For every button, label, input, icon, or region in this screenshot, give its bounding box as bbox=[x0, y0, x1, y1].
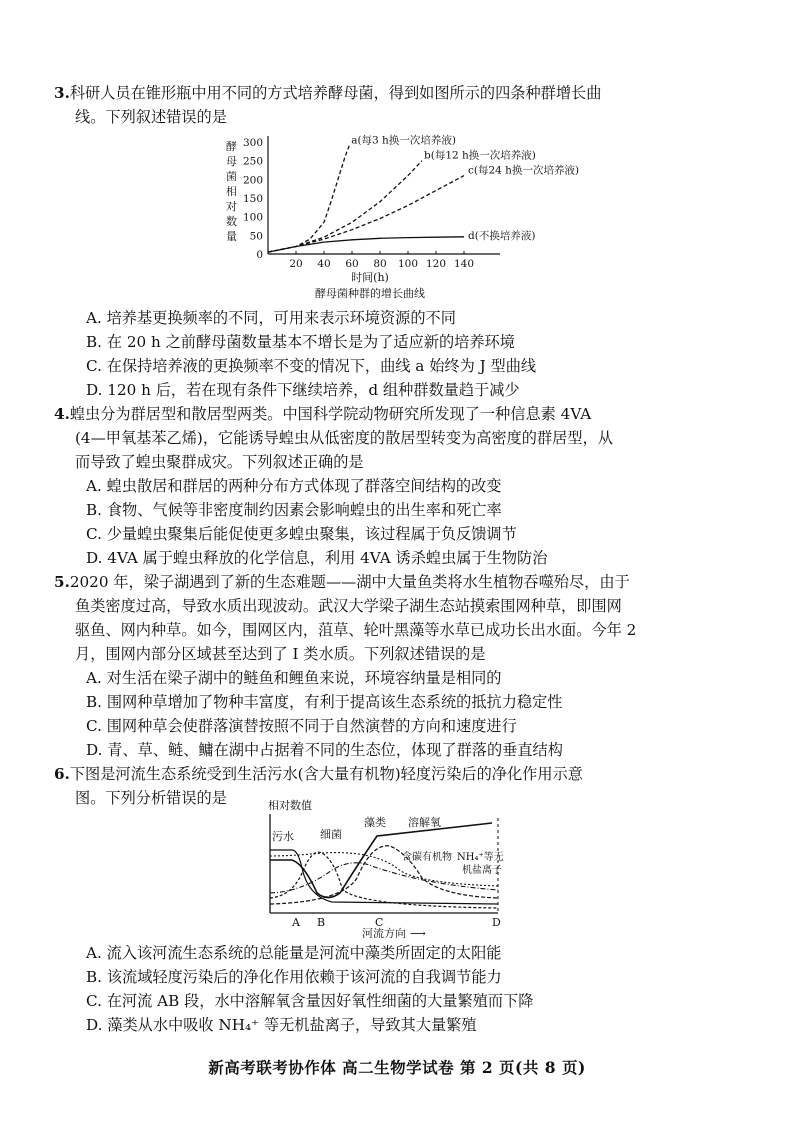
label-algae: 藻类 bbox=[364, 816, 386, 829]
option-b[interactable]: B. 食物、气候等非密度制约因素会影响蝗虫的出生率和死亡率 bbox=[86, 501, 502, 519]
question-3-stem-cont: 线。下列叙述错误的是 bbox=[75, 108, 227, 126]
yeast-growth-chart bbox=[220, 128, 580, 303]
y-axis-label-char: 对 bbox=[226, 200, 237, 213]
question-4-stem: 4.蝗虫分为群居型和散居型两类。中国科学院动物研究所发现了一种信息素 4VA bbox=[54, 405, 592, 423]
option-a[interactable]: A. 对生活在梁子湖中的鲢鱼和鲤鱼来说，环境容纳量是相同的 bbox=[86, 669, 502, 687]
label-bacteria: 细菌 bbox=[320, 828, 342, 841]
y-tick-label: 200 bbox=[242, 174, 263, 187]
option-d[interactable]: D. 4VA 属于蝗虫释放的化学信息，利用 4VA 诱杀蝗虫属于生物防治 bbox=[86, 549, 548, 567]
y-tick-label: 150 bbox=[242, 193, 263, 205]
x-tick-label: 60 bbox=[345, 258, 359, 270]
y-axis-label-char: 母 bbox=[226, 155, 237, 168]
option-d[interactable]: D. 青、草、鲢、鳙在湖中占据着不同的生态位，体现了群落的垂直结构 bbox=[86, 741, 563, 759]
question-3-stem: 3.科研人员在锥形瓶中用不同的方式培养酵母菌，得到如图所示的四条种群增长曲 bbox=[54, 84, 602, 102]
option-d[interactable]: D. 120 h 后，若在现有条件下继续培养，d 组种群数量趋于减少 bbox=[86, 381, 520, 399]
point-a: A bbox=[292, 916, 300, 929]
question-number: 6. bbox=[54, 765, 70, 783]
series-label-d: d(不换培养液) bbox=[468, 229, 536, 242]
question-5-stem: 5.2020 年，梁子湖遇到了新的生态难题——湖中大量鱼类将水生植物吞噬殆尽，由于 bbox=[54, 573, 630, 591]
diagram-ylabel: 相对数值 bbox=[268, 799, 312, 812]
option-a[interactable]: A. 培养基更换频率的不同，可用来表示环境资源的不同 bbox=[86, 309, 456, 327]
question-number: 5. bbox=[54, 573, 70, 591]
arrow-icon: ⟶ bbox=[410, 927, 426, 938]
x-tick-label: 20 bbox=[289, 258, 303, 270]
x-tick-label: 120 bbox=[425, 258, 447, 270]
y-tick-label: 300 bbox=[242, 137, 263, 149]
option-c[interactable]: C. 在保持培养液的更换频率不变的情况下，曲线 a 始终为 J 型曲线 bbox=[86, 357, 537, 375]
series-line-d bbox=[268, 237, 464, 252]
question-5 bbox=[54, 570, 733, 762]
question-3-options bbox=[63, 306, 733, 402]
point-b: B bbox=[317, 916, 326, 929]
question-number: 4. bbox=[54, 405, 70, 423]
question-3 bbox=[54, 81, 733, 129]
river-purification-diagram bbox=[262, 798, 512, 938]
option-b[interactable]: B. 围网种草增加了物种丰富度，有利于提高该生态系统的抵抗力稳定性 bbox=[86, 693, 563, 711]
question-6-options bbox=[63, 941, 733, 1037]
option-a[interactable]: A. 流入该河流生态系统的总能量是河流中藻类所固定的太阳能 bbox=[86, 944, 502, 962]
y-tick-label: 50 bbox=[249, 230, 263, 243]
y-tick-label: 250 bbox=[242, 155, 263, 168]
label-organic: 含碳有机物 bbox=[402, 852, 452, 863]
x-axis-label: 时间(h) bbox=[351, 271, 389, 284]
label-nh4-2: 机盐离子 bbox=[462, 865, 502, 876]
yeast-growth-chart-svg bbox=[220, 128, 580, 303]
diagram-xlabel: 河流方向 bbox=[362, 927, 406, 938]
x-tick-label: 140 bbox=[453, 258, 475, 270]
question-4-stem-cont: 而导致了蝗虫聚群成灾。下列叙述正确的是 bbox=[75, 453, 364, 471]
question-5-stem-cont: 鱼类密度过高，导致水质出现波动。武汉大学梁子湖生态站摸索围网种草，即围网 bbox=[75, 597, 622, 615]
label-oxygen: 溶解氧 bbox=[408, 816, 441, 829]
question-4-stem-cont: (4—甲氧基苯乙烯)，它能诱导蝗虫从低密度的散居型转变为高密度的群居型，从 bbox=[75, 429, 613, 447]
option-c[interactable]: C. 少量蝗虫聚集后能促使更多蝗虫聚集，该过程属于负反馈调节 bbox=[86, 525, 517, 543]
series-label-a: a(每3 h换一次培养液) bbox=[351, 134, 456, 147]
series-line-c bbox=[268, 176, 464, 253]
river-purification-svg bbox=[262, 798, 512, 938]
chart-title: 酵母菌种群的增长曲线 bbox=[315, 287, 425, 300]
question-6-stem: 6.下图是河流生态系统受到生活污水(含大量有机物)轻度污染后的净化作用示意 bbox=[54, 765, 583, 783]
y-tick-label: 0 bbox=[256, 249, 263, 261]
x-tick-label: 40 bbox=[317, 258, 331, 270]
y-axis-label-char: 酵 bbox=[226, 140, 237, 153]
question-5-stem-cont: 驱鱼、网内种草。如今，围网区内，菹草、轮叶黑藻等水草已成功长出水面。今年 2 bbox=[75, 621, 637, 639]
series-label-c: c(每24 h换一次培养液) bbox=[468, 164, 580, 177]
option-c[interactable]: C. 在河流 AB 段，水中溶解氧含量因好氧性细菌的大量繁殖而下降 bbox=[86, 992, 534, 1010]
y-axis-label-char: 数 bbox=[226, 215, 237, 228]
question-5-stem-cont: 月，围网内部分区域甚至达到了 Ⅰ 类水质。下列叙述错误的是 bbox=[75, 645, 486, 663]
option-d[interactable]: D. 藻类从水中吸收 NH₄⁺ 等无机盐离子，导致其大量繁殖 bbox=[86, 1016, 477, 1034]
option-c[interactable]: C. 围网种草会使群落演替按照不同于自然演替的方向和速度进行 bbox=[86, 717, 517, 735]
question-4 bbox=[54, 402, 733, 570]
series-label-b: b(每12 h换一次培养液) bbox=[424, 149, 536, 162]
y-axis-label-char: 相 bbox=[226, 185, 237, 198]
option-b[interactable]: B. 在 20 h 之前酵母菌数量基本不增长是为了适应新的培养环境 bbox=[86, 333, 515, 351]
option-b[interactable]: B. 该流域轻度污染后的净化作用依赖于该河流的自我调节能力 bbox=[86, 968, 502, 986]
y-tick-label: 100 bbox=[242, 211, 263, 224]
page-footer: 新高考联考协作体 高二生物学试卷 第 2 页(共 8 页) bbox=[208, 1058, 586, 1077]
x-tick-label: 100 bbox=[397, 258, 419, 270]
point-d: D bbox=[492, 916, 501, 929]
y-axis-label-char: 量 bbox=[226, 230, 237, 243]
option-a[interactable]: A. 蝗虫散居和群居的两种分布方式体现了群落空间结构的改变 bbox=[86, 477, 502, 495]
point-c: C bbox=[375, 916, 384, 929]
question-number: 3. bbox=[54, 84, 70, 102]
question-6-stem-cont: 图。下列分析错误的是 bbox=[75, 789, 227, 807]
label-sewage: 污水 bbox=[272, 830, 294, 843]
x-tick-label: 80 bbox=[373, 258, 387, 270]
y-axis-label-char: 菌 bbox=[226, 170, 237, 183]
series-line-a bbox=[268, 146, 349, 252]
label-nh4-1: NH₄⁺等无 bbox=[457, 852, 504, 863]
